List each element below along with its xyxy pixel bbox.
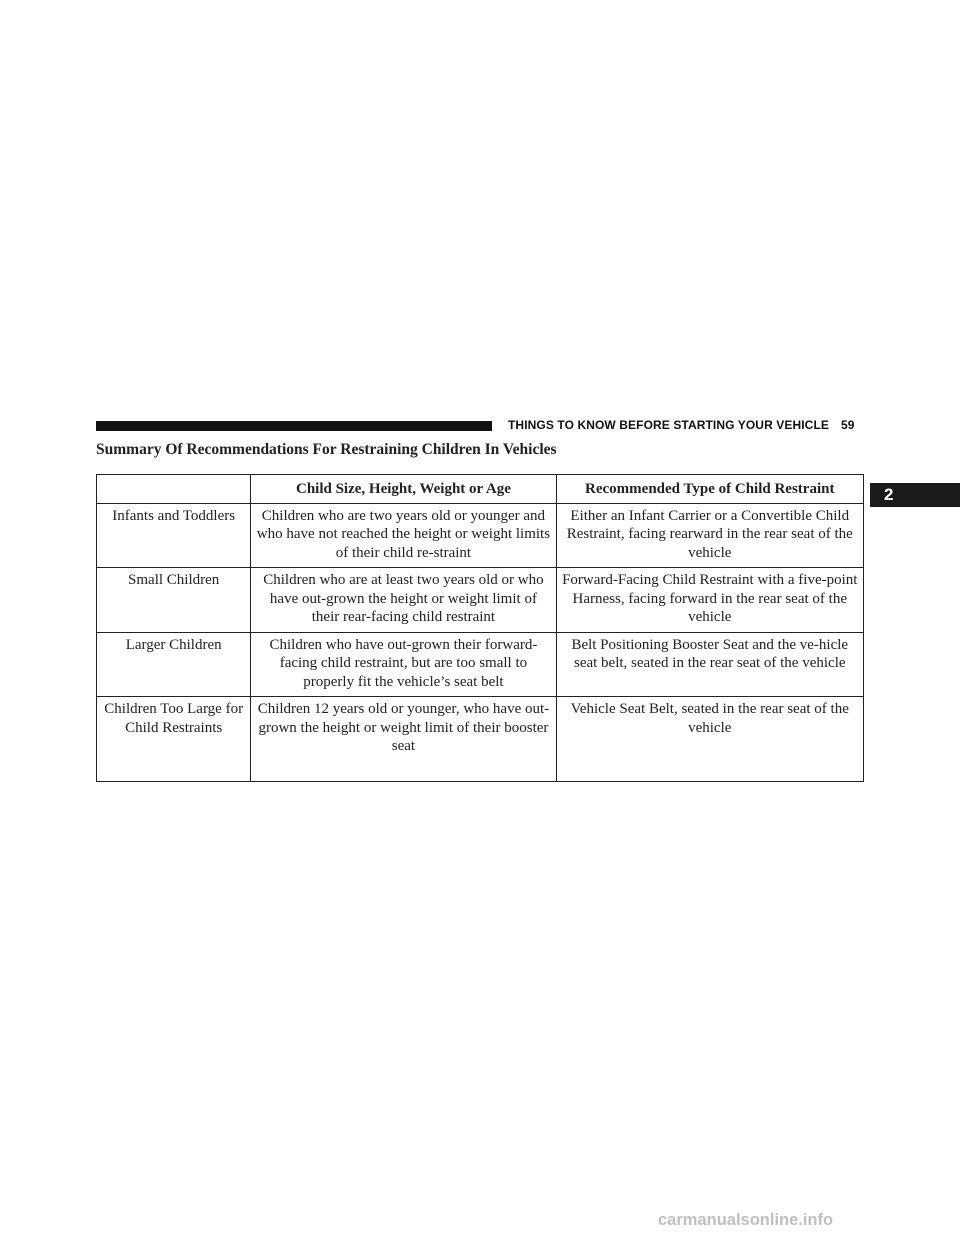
table-row: [97, 632, 864, 697]
table-row: [97, 568, 864, 633]
cell-category: Children Too Large for Child Restraints: [97, 697, 251, 782]
watermark: carmanualsonline.info: [658, 1211, 834, 1229]
section-title: Summary Of Recommendations For Restraining Children In Vehicles: [96, 441, 557, 458]
chapter-tab: 2: [870, 483, 960, 507]
cell-category: Infants and Toddlers: [97, 503, 251, 568]
cell-category: Small Children: [97, 568, 251, 633]
table-header-category: [97, 475, 251, 504]
cell-restraint: Vehicle Seat Belt, seated in the rear seat of the vehicle: [556, 697, 863, 782]
cell-size: Children who are two years old or younger and who have not reached the height or weight limits of their child re-straint: [251, 503, 556, 568]
table-header-restraint: Recommended Type of Child Restraint: [556, 475, 863, 504]
cell-restraint: Forward-Facing Child Restraint with a five-point Harness, facing forward in the rear seat of the vehicle: [556, 568, 863, 633]
running-header: [508, 418, 855, 432]
table-header-size: Child Size, Height, Weight or Age: [251, 475, 556, 504]
cell-size: Children 12 years old or younger, who have out-grown the height or weight limit of their booster seat: [251, 697, 556, 782]
table-header-row: [97, 475, 864, 504]
cell-restraint: Belt Positioning Booster Seat and the ve-hicle seat belt, seated in the rear seat of the vehicle: [556, 632, 863, 697]
running-header-title: THINGS TO KNOW BEFORE STARTING YOUR VEHICLE: [508, 418, 829, 432]
cell-size: Children who are at least two years old or who have out-grown the height or weight limit of their rear-facing child restraint: [251, 568, 556, 633]
cell-category: Larger Children: [97, 632, 251, 697]
table-row: [97, 503, 864, 568]
child-restraint-table: [96, 474, 864, 782]
cell-restraint: Either an Infant Carrier or a Convertible Child Restraint, facing rearward in the rear seat of the vehicle: [556, 503, 863, 568]
header-rule-bar: [96, 421, 492, 431]
page-number: 59: [840, 418, 855, 432]
cell-size: Children who have out-grown their forward-facing child restraint, but are too small to properly fit the vehicle’s seat belt: [251, 632, 556, 697]
table-row: [97, 697, 864, 782]
